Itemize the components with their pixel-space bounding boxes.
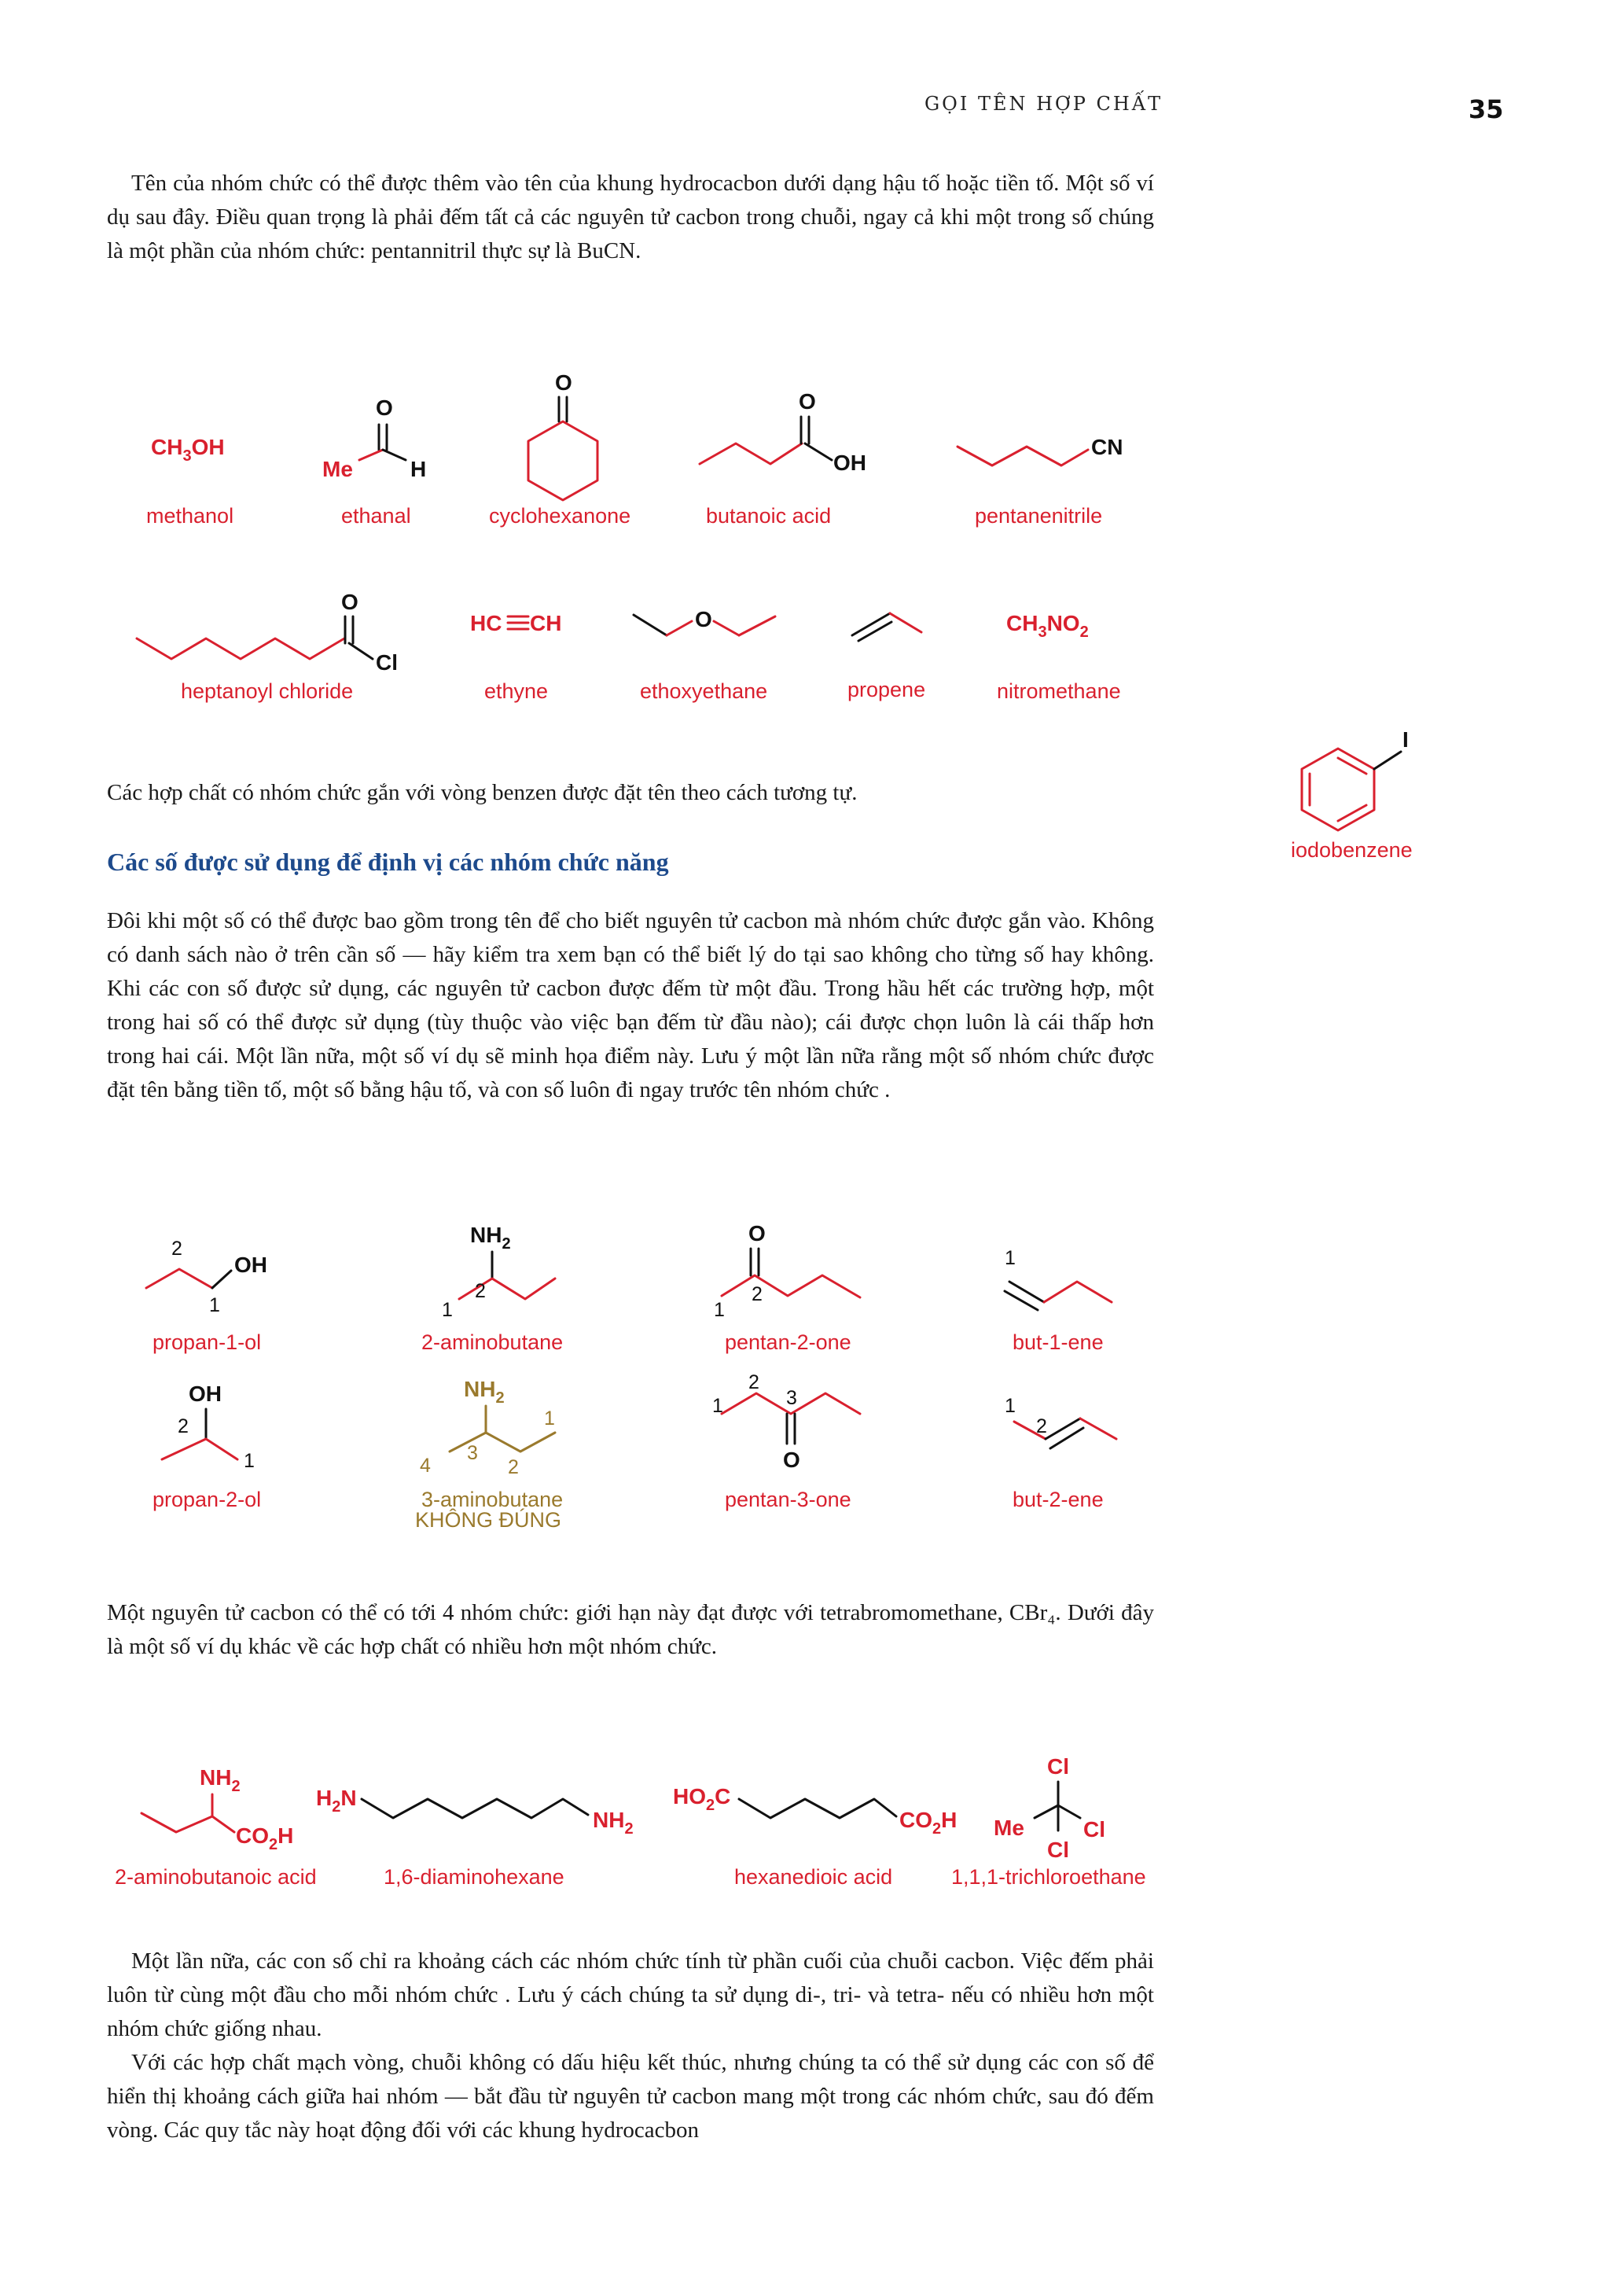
svg-text:2: 2 bbox=[178, 1415, 189, 1437]
svg-text:O: O bbox=[376, 396, 393, 420]
compound-name-hexanedioic-acid: hexanedioic acid bbox=[734, 1865, 893, 1889]
svg-text:4: 4 bbox=[420, 1455, 431, 1477]
compound-name-heptanoyl-chloride: heptanoyl chloride bbox=[181, 679, 354, 703]
compound-name-but-2-ene: but-2-ene bbox=[1013, 1488, 1104, 1511]
page-number: 35 bbox=[1468, 94, 1504, 124]
svg-text:NH2: $NH_2$ bbox=[200, 1765, 241, 1795]
compound-name-nitromethane: nitromethane bbox=[997, 679, 1121, 703]
nitromethane-structure bbox=[1006, 611, 1089, 641]
pentanenitrile-structure bbox=[958, 435, 1123, 465]
numbers-paragraph: Đôi khi một số có thể được bao gồm trong tên để cho biết nguyên tử cacbon mà nhóm chức được gắn vào. Không có danh sách nào ở trên cần số — hãy kiểm tra xem bạn có thể biết lý do tại sao không cho từng số hay không. Khi các con số được sử dụng, các nguyên tử cacbon được đếm từ một đầu. Trong hầu hết các trường hợp, một trong hai số có thể được sử dụng (tùy thuộc vào việc bạn đếm từ đầu nào); cái được chọn luôn là cái thấp hơn trong hai cái. Một lần nữa, một số ví dụ sẽ minh họa điểm này. Lưu ý một lần nữa rằng một số nhóm chức được đặt tên bằng tiền tố, một số bằng hậu tố, và con số luôn đi ngay trước tên nhóm chức . bbox=[107, 908, 1154, 1102]
svg-text:2: 2 bbox=[752, 1283, 763, 1305]
compound-name-methanol: methanol bbox=[146, 504, 234, 528]
compound-name-3-aminobutane: 3-aminobutane bbox=[421, 1488, 564, 1511]
svg-text:Me: Me bbox=[994, 1816, 1024, 1840]
svg-text:OH: OH bbox=[234, 1253, 267, 1277]
svg-text:2: 2 bbox=[748, 1371, 759, 1393]
svg-text:3: 3 bbox=[467, 1442, 478, 1464]
svg-text:CH3NO2: $CH_3NO_2$ bbox=[1006, 611, 1089, 641]
final-paragraph-1: Một lần nữa, các con số chỉ ra khoảng cách các nhóm chức tính từ phần cuối của chuỗi cacbon. Việc đếm phải luôn từ cùng một đầu cho mỗi nhóm chức . Lưu ý cách chúng ta sử dụng di-, tri- và tetra- nếu có nhiều hơn một nhóm chức giống nhau. bbox=[107, 1948, 1154, 2041]
svg-text:O: O bbox=[341, 590, 358, 614]
compound-name-2-aminobutanoic-acid: 2-aminobutanoic acid bbox=[115, 1865, 317, 1889]
svg-text:1: 1 bbox=[1005, 1395, 1016, 1417]
heptanoyl-chloride-structure bbox=[137, 590, 398, 675]
compound-name-propan-2-ol: propan-2-ol bbox=[153, 1488, 262, 1511]
svg-text:1: 1 bbox=[209, 1294, 220, 1316]
hexanedioic-acid-structure bbox=[673, 1784, 957, 1838]
running-head: GỌI TÊN HỢP CHẤT bbox=[924, 93, 1163, 115]
ethyne-structure bbox=[470, 611, 561, 635]
but-2-ene-structure bbox=[1005, 1395, 1116, 1448]
methanol-structure bbox=[151, 435, 225, 465]
svg-text:Cl: Cl bbox=[1083, 1817, 1105, 1842]
propan-2-ol-structure bbox=[162, 1382, 255, 1472]
cyclohexanone-structure bbox=[528, 370, 597, 500]
svg-text:CO2H: $CO_2H$ bbox=[236, 1823, 294, 1853]
svg-text:CH3OH: $CH_3OH$ bbox=[151, 435, 225, 465]
benzene-note: Các hợp chất có nhóm chức gắn với vòng benzen được đặt tên theo cách tương tự. bbox=[107, 780, 858, 805]
compound-name-propan-1-ol: propan-1-ol bbox=[153, 1330, 262, 1354]
svg-text:O: O bbox=[695, 607, 712, 631]
propan-1-ol-structure bbox=[146, 1238, 267, 1316]
svg-text:HC: HC bbox=[470, 611, 502, 635]
2-aminobutanoic-acid-structure bbox=[142, 1765, 293, 1853]
svg-text:CH: CH bbox=[530, 611, 562, 635]
svg-text:H: H bbox=[410, 457, 427, 481]
svg-text:CN: CN bbox=[1091, 435, 1123, 459]
svg-text:CO2H: $CO_2H$ bbox=[899, 1808, 958, 1838]
svg-text:2: 2 bbox=[475, 1280, 486, 1302]
pentan-3-one-structure bbox=[712, 1371, 860, 1472]
compound-name-ethyne: ethyne bbox=[484, 679, 549, 703]
svg-text:2: 2 bbox=[171, 1238, 182, 1260]
svg-text:3: 3 bbox=[786, 1387, 797, 1409]
svg-text:Cl: Cl bbox=[1047, 1754, 1069, 1779]
final-paragraph-2: Với các hợp chất mạch vòng, chuỗi không có dấu hiệu kết thúc, nhưng chúng ta có thể sử dụng các con số để hiển thị khoảng cách giữa hai nhóm — bắt đầu từ nguyên tử cacbon mang một trong các nhóm chức, sau đó đếm vòng. Các quy tắc này hoạt động đối với các khung hydrocacbon bbox=[107, 2050, 1154, 2143]
butanoic-acid-structure bbox=[700, 389, 866, 475]
svg-text:Cl: Cl bbox=[1047, 1838, 1069, 1862]
svg-text:NH2: $NH_2$ bbox=[593, 1808, 634, 1838]
3-aminobutane-structure bbox=[420, 1377, 555, 1478]
svg-text:NH2: $NH_2$ bbox=[464, 1377, 505, 1407]
propene-structure bbox=[852, 613, 921, 641]
incorrect-label: KHÔNG ĐÚNG bbox=[415, 1508, 562, 1532]
ethoxyethane-structure bbox=[634, 607, 775, 635]
compound-name-butanoic-acid: butanoic acid bbox=[706, 504, 832, 528]
svg-text:OH: OH bbox=[833, 451, 866, 475]
svg-text:OH: OH bbox=[189, 1382, 222, 1406]
compound-name-1,6-diaminohexane: 1,6-diaminohexane bbox=[384, 1865, 564, 1889]
section-heading: Các số được sử dụng để định vị các nhóm chức năng bbox=[107, 848, 669, 876]
svg-text:HO2C: $HO_2C$ bbox=[673, 1784, 731, 1814]
svg-text:O: O bbox=[799, 389, 816, 414]
compound-name-ethanal: ethanal bbox=[341, 504, 411, 528]
compound-name-pentan-3-one: pentan-3-one bbox=[725, 1488, 851, 1511]
svg-text:I: I bbox=[1402, 727, 1409, 752]
svg-text:1: 1 bbox=[544, 1407, 555, 1429]
compound-name-pentanenitrile: pentanenitrile bbox=[975, 504, 1103, 528]
svg-text:1: 1 bbox=[442, 1299, 453, 1321]
compound-name-but-1-ene: but-1-ene bbox=[1013, 1330, 1104, 1354]
svg-text:O: O bbox=[555, 370, 572, 395]
compound-name-propene: propene bbox=[847, 678, 926, 701]
compound-name-1,1,1-trichloroethane: 1,1,1-trichloroethane bbox=[951, 1865, 1146, 1889]
1,1,1-trichloroethane-structure bbox=[994, 1754, 1105, 1862]
compound-name-iodobenzene: iodobenzene bbox=[1291, 838, 1413, 862]
svg-text:2: 2 bbox=[1036, 1415, 1047, 1437]
svg-text:O: O bbox=[783, 1448, 800, 1472]
compound-name-pentan-2-one: pentan-2-one bbox=[725, 1330, 851, 1354]
pentan-2-one-structure bbox=[714, 1221, 860, 1321]
but-1-ene-structure bbox=[1005, 1247, 1112, 1310]
svg-text:1: 1 bbox=[714, 1299, 725, 1321]
svg-text:1: 1 bbox=[1005, 1247, 1016, 1269]
iodobenzene-structure bbox=[1302, 727, 1409, 830]
1,6-diaminohexane-structure bbox=[316, 1786, 634, 1838]
svg-text:1: 1 bbox=[244, 1450, 255, 1472]
compound-name-cyclohexanone: cyclohexanone bbox=[489, 504, 631, 528]
multi-group-paragraph: Một nguyên tử cacbon có thể có tới 4 nhóm chức: giới hạn này đạt được với tetrabromomethane, CBr₄. Dưới đây là một số ví dụ khác về các hợp chất có nhiều hơn một nhóm chức. bbox=[107, 1600, 1154, 1659]
2-aminobutane-structure bbox=[442, 1223, 555, 1321]
svg-text:H2N: $H_2N$ bbox=[316, 1786, 357, 1816]
compound-name-ethoxyethane: ethoxyethane bbox=[640, 679, 768, 703]
intro-paragraph: Tên của nhóm chức có thể được thêm vào tên của khung hydrocacbon dưới dạng hậu tố hoặc tiền tố. Một số ví dụ sau đây. Điều quan trọng là phải đếm tất cả các nguyên tử cacbon trong chuỗi, ngay cả khi một trong số chúng là một phần của nhóm chức: pentannitril thực sự là BuCN. bbox=[107, 171, 1154, 263]
svg-text:Me: Me bbox=[322, 457, 353, 481]
ethanal-structure bbox=[322, 396, 426, 481]
svg-text:1: 1 bbox=[712, 1395, 723, 1417]
svg-text:NH2: $NH_2$ bbox=[470, 1223, 511, 1253]
compound-name-2-aminobutane: 2-aminobutane bbox=[421, 1330, 564, 1354]
svg-text:O: O bbox=[748, 1221, 766, 1246]
svg-text:Cl: Cl bbox=[376, 650, 398, 675]
svg-text:2: 2 bbox=[508, 1456, 519, 1478]
